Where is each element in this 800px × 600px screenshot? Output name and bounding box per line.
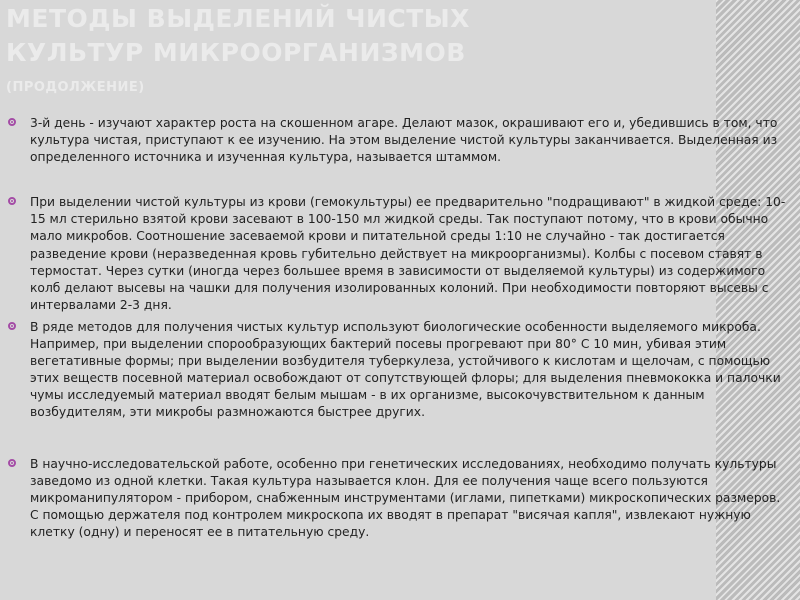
- bullet-text: В ряде методов для получения чистых культур используют биологические особенности выделяемого микроба. Например, при выделении спорообразующих бактерий посевы прогревают при 80° С 10 мин, убивая этим вегетативные формы; при выделении возбудителя туберкулеза, устойчивого к кислотам и щелочам, с помощью этих веществ посевной материал освобождают от сопутствующей флоры; для выделения пневмококка и палочки чумы исследуемый материал вводят белым мышам - в их организме, высокочувствительном к данным возбудителям, эти микробы размножаются быстрее других.: [30, 319, 781, 420]
- slide-title-line-2: КУЛЬТУР МИКРООРГАНИЗМОВ: [6, 38, 466, 67]
- bullet-text: 3-й день - изучают характер роста на скошенном агаре. Делают мазок, окрашивают его и, убедившись в том, что культура чистая, приступают к ее изучению. На этом выделение чистой культуры заканчивается. Выделенная из определенного источника и изученная культура, называется штаммом.: [30, 116, 778, 165]
- bullet-marker-icon: [8, 322, 16, 330]
- slide-title-line-1: МЕТОДЫ ВЫДЕЛЕНИЙ ЧИСТЫХ: [6, 4, 470, 33]
- bullet-item: [8, 115, 788, 166]
- bullet-item: [8, 194, 788, 314]
- bullet-marker-icon: [8, 197, 16, 205]
- bullet-text: При выделении чистой культуры из крови (гемокультуры) ее предварительно "подращивают" в жидкой среде: 10-15 мл стерильно взятой крови засевают в 100-150 мл жидкой среды. Так поступают потому, что в крови обычно мало микробов. Соотношение засеваемой крови и питательной среды 1:10 не случайно - так достигается разведение крови (неразведенная кровь губительно действует на микроорганизмы). Колбы с посевом ставят в термостат. Через сутки (иногда через большее время в зависимости от выделяемой культуры) из содержимого колб делают высевы на чашки для получения изолированных колоний. При необходимости повторяют высевы с интервалами 2-3 дня.: [30, 195, 786, 312]
- slide-content: [8, 115, 788, 541]
- bullet-marker-icon: [8, 118, 16, 126]
- bullet-item: [8, 456, 788, 541]
- bullet-item: [8, 319, 788, 422]
- slide-subtitle: (ПРОДОЛЖЕНИЕ): [6, 80, 145, 95]
- bullet-text: В научно-исследовательской работе, особенно при генетических исследованиях, необходимо получать культуры заведомо из одной клетки. Такая культура называется клон. Для ее получения чаще всего пользуются микроманипулятором - прибором, снабженным инструментами (иглами, пипетками) микроскопических размеров. С помощью держателя под контролем микроскопа их вводят в препарат "висячая капля", извлекают нужную клетку (одну) и переносят ее в питательную среду.: [30, 456, 781, 539]
- bullet-marker-icon: [8, 459, 16, 467]
